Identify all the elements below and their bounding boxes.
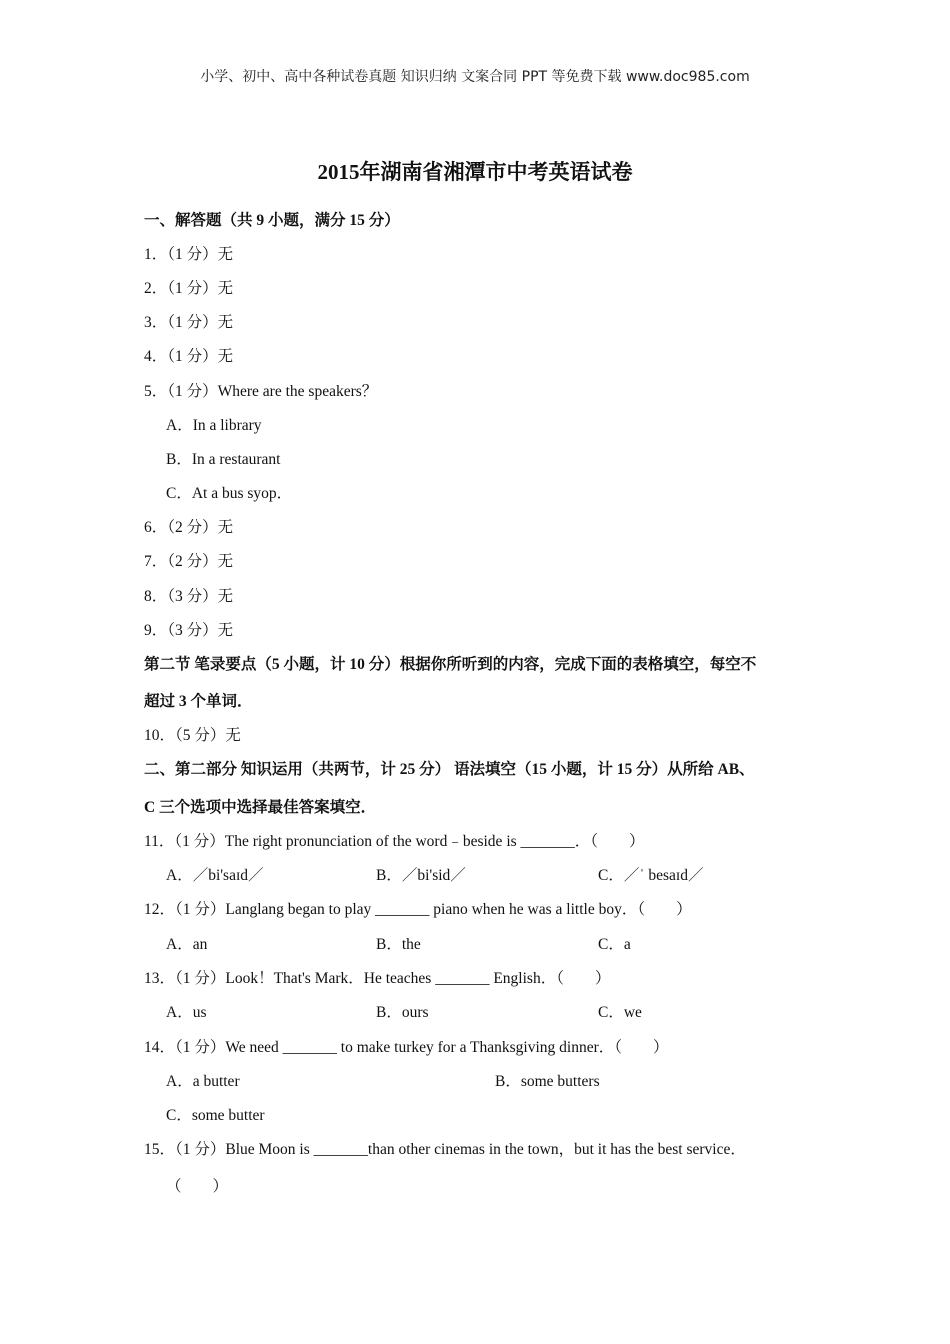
- question-11-stem: 11．（1 分）The right pronunciation of the word﹣beside is _______．（ ）: [144, 833, 645, 850]
- question-5-option-a: A．In a library: [166, 417, 262, 434]
- question-15-answer-paren: （ ）: [166, 1178, 229, 1195]
- question-12-option-a: A．an: [166, 936, 208, 953]
- question-12-option-c: C．a: [598, 936, 631, 953]
- question-14-stem: 14．（1 分）We need _______ to make turkey for a Thanksgiving dinner．（ ）: [144, 1039, 669, 1056]
- question-13-stem: 13．（1 分）Look！That's Mark．He teaches _______ English．（ ）: [144, 970, 611, 987]
- question-14-option-a: A．a butter: [166, 1073, 240, 1090]
- section-heading-3-line1: 二、第二部分 知识运用（共两节，计 25 分） 语法填空（15 小题，计 15 分）从所给 AB、: [144, 761, 755, 778]
- question-3: 3．（1 分）无: [144, 314, 234, 331]
- question-13-option-a: A．us: [166, 1004, 207, 1021]
- site-banner: 小学、初中、高中各种试卷真题 知识归纳 文案合同 PPT 等免费下载 www.doc985.com: [200, 69, 750, 85]
- question-5-option-c: C．At a bus syop．: [166, 485, 293, 502]
- question-8: 8．（3 分）无: [144, 588, 234, 605]
- question-15-stem: 15．（1 分）Blue Moon is _______than other cinemas in the town，but it has the best service．: [144, 1141, 746, 1158]
- section-heading-2-line1: 第二节 笔录要点（5 小题，计 10 分）根据你所听到的内容，完成下面的表格填空，每空不: [144, 656, 757, 673]
- question-5-stem: 5．（1 分）Where are the speakers？: [144, 383, 378, 400]
- question-4: 4．（1 分）无: [144, 348, 234, 365]
- section-heading-1: 一、解答题（共 9 小题，满分 15 分）: [144, 212, 400, 229]
- section-heading-2-line2: 超过 3 个单词．: [144, 693, 253, 710]
- question-11-option-c: C．／ˈ besaɪd／: [598, 867, 704, 884]
- question-7: 7．（2 分）无: [144, 553, 234, 570]
- question-10: 10．（5 分）无: [144, 727, 241, 744]
- question-13-option-b: B．ours: [376, 1004, 429, 1021]
- question-12-stem: 12．（1 分）Langlang began to play _______ piano when he was a little boy．（ ）: [144, 901, 692, 918]
- question-9: 9．（3 分）无: [144, 622, 234, 639]
- question-14-option-b: B．some butters: [495, 1073, 600, 1090]
- page-title: 2015年湖南省湘潭市中考英语试卷: [317, 160, 633, 184]
- question-13-option-c: C．we: [598, 1004, 642, 1021]
- question-11-option-a: A．／bi'saɪd／: [166, 867, 264, 884]
- question-5-option-b: B．In a restaurant: [166, 451, 281, 468]
- question-12-option-b: B．the: [376, 936, 421, 953]
- question-1: 1．（1 分）无: [144, 246, 234, 263]
- question-11-option-b: B．／bi'sid／: [376, 867, 466, 884]
- question-2: 2．（1 分）无: [144, 280, 234, 297]
- question-6: 6．（2 分）无: [144, 519, 234, 536]
- question-14-option-c: C．some butter: [166, 1107, 265, 1124]
- section-heading-3-line2: C 三个选项中选择最佳答案填空．: [144, 799, 377, 816]
